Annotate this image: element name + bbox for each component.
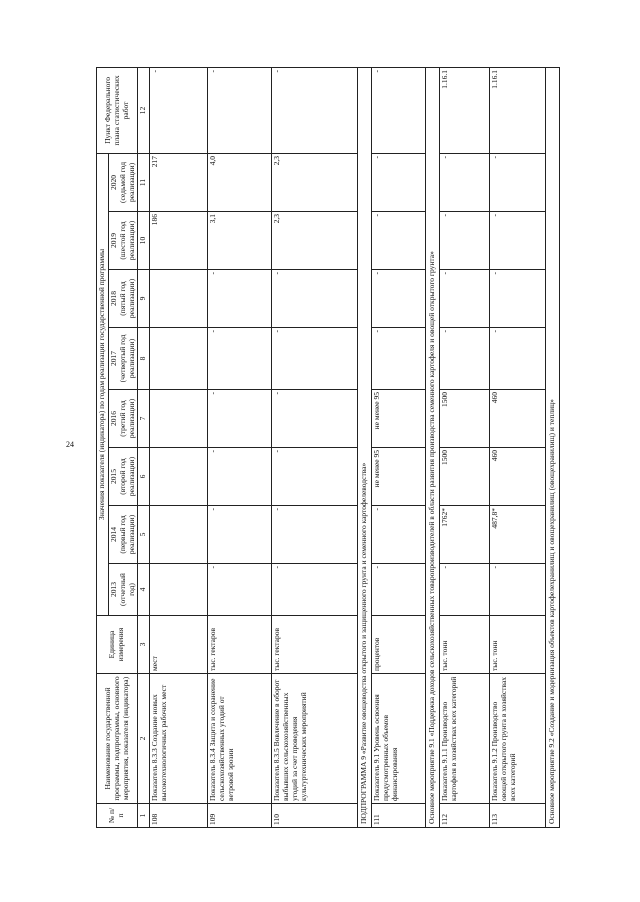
table-row — [439, 67, 489, 827]
year-header — [108, 212, 138, 270]
header-num: № п/п — [97, 804, 138, 828]
indicator-name: Показатель 8.3.4 Защита и сохранение сельскохозяйственных угодий от ветровой эрозии — [208, 674, 272, 804]
plan-cell: 1.16.1 — [439, 67, 489, 153]
year-sublabel: (седьмой год реализации) — [117, 161, 136, 203]
column-number: 12 — [138, 67, 150, 153]
column-number: 6 — [138, 448, 150, 506]
year-sublabel: (шестой год реализации) — [117, 220, 136, 261]
plan-cell: - — [272, 67, 358, 153]
value-cell — [150, 328, 208, 390]
value-cell: - — [272, 448, 358, 506]
value-cell: 487,8* — [489, 506, 545, 564]
value-cell: - — [489, 153, 545, 211]
indicator-name: Показатель 9.1.2 Производство овощей открытого грунта в хозяйствах всех категорий — [489, 674, 545, 804]
value-cell — [150, 506, 208, 564]
value-cell: - — [272, 564, 358, 616]
value-cell: - — [208, 270, 272, 328]
column-number: 9 — [138, 270, 150, 328]
year-sublabel: (первый год реализации) — [117, 514, 136, 555]
row-number: 109 — [208, 804, 272, 828]
value-cell: - — [208, 390, 272, 448]
unit-cell: тыс. гектаров — [272, 616, 358, 674]
year-sublabel: (третий год реализации) — [117, 398, 136, 439]
value-cell: 460 — [489, 448, 545, 506]
column-number: 4 — [138, 564, 150, 616]
value-cell: - — [439, 564, 489, 616]
value-cell: не менее 95 — [372, 448, 426, 506]
year-label: 2020 — [108, 174, 118, 190]
value-cell — [150, 448, 208, 506]
value-cell: - — [439, 153, 489, 211]
header-name: Наименование государственной программы, подпрограммы, основного мероприятия, показателя (индикатора) — [97, 674, 138, 804]
column-number: 7 — [138, 390, 150, 448]
value-cell: 217 — [150, 153, 208, 211]
value-cell: - — [439, 212, 489, 270]
year-header — [108, 153, 138, 211]
table-row — [150, 67, 208, 827]
page-number: 24 — [66, 440, 74, 449]
unit-cell: мест — [150, 616, 208, 674]
year-header — [108, 328, 138, 390]
plan-cell: - — [150, 67, 208, 153]
value-cell: - — [372, 328, 426, 390]
section-row — [358, 67, 372, 827]
row-number: 112 — [439, 804, 489, 828]
value-cell: - — [439, 270, 489, 328]
value-cell: 1500 — [439, 448, 489, 506]
column-number: 1 — [138, 804, 150, 828]
table-row — [272, 67, 358, 827]
indicator-table-wrapper — [96, 68, 586, 828]
indicator-name: Показатель 9.1.1 Производство картофеля в хозяйствах всех категорий — [439, 674, 489, 804]
section-title: Основное мероприятие 9.1 «Поддержка доходов сельскохозяйственных товаропроизводителей в области развития производства семенного картофеля и овощей открытого грунта» — [426, 67, 440, 827]
value-cell: - — [272, 506, 358, 564]
value-cell: 2,3 — [272, 153, 358, 211]
year-header — [108, 270, 138, 328]
value-cell: 3,1 — [208, 212, 272, 270]
value-cell: - — [372, 270, 426, 328]
value-cell: не менее 95 — [372, 390, 426, 448]
year-header — [108, 564, 138, 616]
column-number: 11 — [138, 153, 150, 211]
section-row — [545, 67, 559, 827]
value-cell: - — [489, 270, 545, 328]
row-number: 113 — [489, 804, 545, 828]
value-cell: 1762* — [439, 506, 489, 564]
table-row — [208, 67, 272, 827]
value-cell: - — [489, 564, 545, 616]
year-header — [108, 390, 138, 448]
table-row — [372, 67, 426, 827]
indicator-name: Показатель 8.3.5 Вовлечение в оборот выбывших сельскохозяйственных угодий за счет проведения культуртехнических мероприятий — [272, 674, 358, 804]
column-number: 10 — [138, 212, 150, 270]
header-unit: Единица измерения — [97, 616, 138, 674]
value-cell: 460 — [489, 390, 545, 448]
value-cell: - — [489, 212, 545, 270]
year-header — [108, 506, 138, 564]
value-cell: - — [208, 564, 272, 616]
indicator-table — [96, 67, 560, 828]
row-number: 111 — [372, 804, 426, 828]
value-cell: - — [208, 448, 272, 506]
column-number: 2 — [138, 674, 150, 804]
year-header — [108, 448, 138, 506]
value-cell: 2,3 — [272, 212, 358, 270]
indicator-name: Показатель 8.3.3 Создание новых высокотехнологичных рабочих мест — [150, 674, 208, 804]
unit-cell: тыс. тонн — [439, 616, 489, 674]
row-number: 108 — [150, 804, 208, 828]
column-number: 3 — [138, 616, 150, 674]
value-cell: 1500 — [439, 390, 489, 448]
section-title: Основное мероприятие 9.2 «Создание и модернизация объектов картофелехранилищ и овощехранилищ (овощехранилищ) и теплиц» — [545, 67, 559, 827]
indicator-name: Показатель 9.1 Уровень освоения предусмотренных объемов финансирования — [372, 674, 426, 804]
section-title: ПОДПРОГРАММА 9 «Развитие овощеводства открытого и защищенного грунта и семенного картофелеводства» — [358, 67, 372, 827]
value-cell: - — [439, 328, 489, 390]
unit-cell: тыс. гектаров — [208, 616, 272, 674]
year-label: 2017 — [108, 351, 118, 366]
year-label: 2013 — [108, 582, 118, 597]
table-body — [150, 67, 560, 827]
value-cell: 4,0 — [208, 153, 272, 211]
year-sublabel: (отчетный год) — [117, 573, 136, 606]
year-label: 2016 — [108, 411, 118, 426]
header-values-group: Значения показателя (индикатора) по годам реализации государственной программы — [97, 153, 109, 615]
value-cell: - — [208, 328, 272, 390]
value-cell — [150, 270, 208, 328]
value-cell: - — [372, 212, 426, 270]
value-cell: - — [272, 390, 358, 448]
year-sublabel: (пятый год реализации) — [117, 278, 136, 319]
column-number: 5 — [138, 506, 150, 564]
value-cell: - — [272, 270, 358, 328]
value-cell: - — [272, 328, 358, 390]
value-cell: - — [489, 328, 545, 390]
column-number-row — [138, 67, 150, 827]
year-sublabel: (второй год реализации) — [117, 456, 136, 497]
value-cell: - — [372, 506, 426, 564]
value-cell: - — [208, 506, 272, 564]
year-label: 2015 — [108, 469, 118, 484]
year-label: 2018 — [108, 291, 118, 306]
unit-cell: тыс. тонн — [489, 616, 545, 674]
column-number: 8 — [138, 328, 150, 390]
plan-cell: - — [372, 67, 426, 153]
plan-cell: - — [208, 67, 272, 153]
value-cell: 186 — [150, 212, 208, 270]
value-cell: - — [372, 564, 426, 616]
table-row — [489, 67, 545, 827]
plan-cell: 1.16.1 — [489, 67, 545, 153]
unit-cell: процентов — [372, 616, 426, 674]
year-sublabel: (четвертый год реализации) — [117, 334, 136, 383]
header-plan: Пункт Федерального плана статистических работ — [97, 67, 138, 153]
value-cell — [150, 564, 208, 616]
year-label: 2014 — [108, 527, 118, 542]
value-cell: - — [372, 153, 426, 211]
row-number: 110 — [272, 804, 358, 828]
section-row — [426, 67, 440, 827]
year-label: 2019 — [108, 233, 118, 248]
value-cell — [150, 390, 208, 448]
